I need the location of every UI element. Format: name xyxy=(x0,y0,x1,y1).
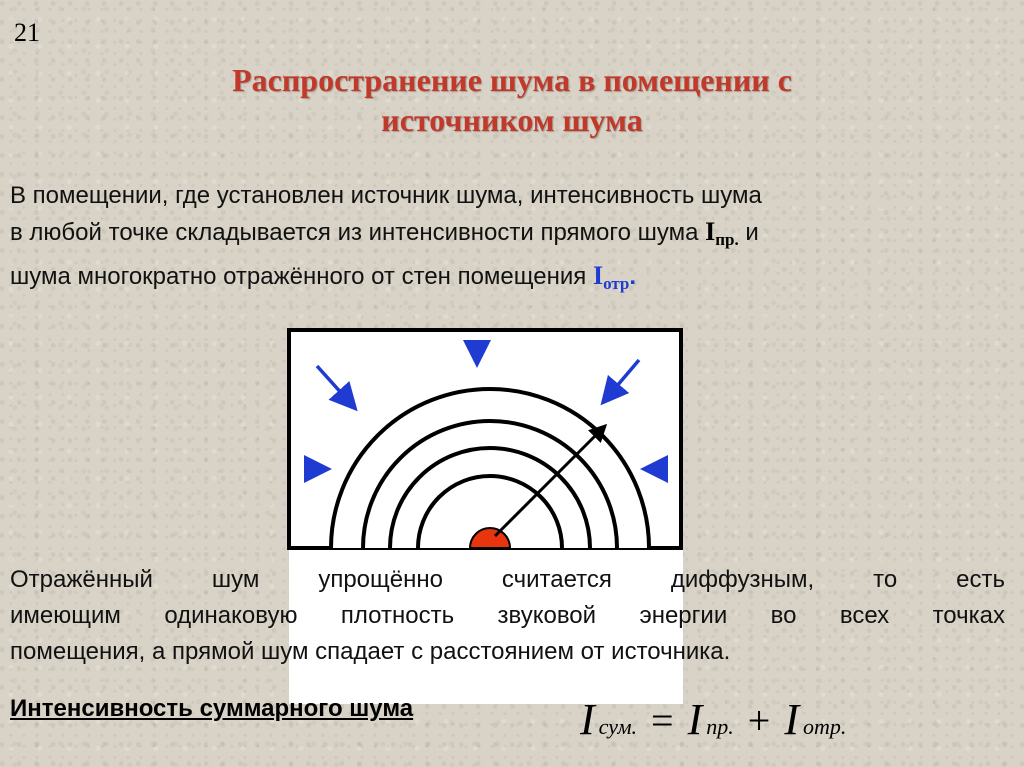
diffuse-line-3: помещения, а прямой шум спадает с расстоянием от источника. xyxy=(10,638,731,665)
intro-paragraph xyxy=(10,178,1005,302)
formula-i-otr: I xyxy=(784,695,799,744)
symbol-i-pr-sub: пр. xyxy=(715,230,739,249)
diffuse-line-2: имеющим одинаковую плотность звуковой энергии во всех точках xyxy=(10,602,1005,629)
intro-line-3-text: шума многократно отражённого от стен помещения xyxy=(10,263,593,290)
room-noise-diagram xyxy=(287,328,687,552)
intro-line-1: В помещении, где установлен источник шума, интенсивность шума xyxy=(10,182,762,209)
intro-line-3-dot: . xyxy=(629,263,637,290)
formula-sub-pr: пр. xyxy=(706,714,734,739)
formula-i-sum: I xyxy=(580,695,595,744)
formula-plus: + xyxy=(747,698,771,743)
title-line-1: Распространение шума в помещении с xyxy=(232,62,792,98)
page-title xyxy=(40,60,984,140)
symbol-i-otr-main: I xyxy=(592,261,604,290)
intro-line-2-text: в любой точке складывается из интенсивности прямого шума xyxy=(10,219,706,246)
total-intensity-label: Интенсивность суммарного шума xyxy=(10,695,414,722)
formula-i-pr: I xyxy=(687,695,703,744)
diffuse-paragraph xyxy=(10,562,1005,670)
formula-equals: = xyxy=(651,698,674,743)
symbol-i-otr-sub: отр xyxy=(603,274,630,293)
symbol-i-otr xyxy=(592,261,630,293)
intro-line-3 xyxy=(10,258,1005,302)
intro-line-2-end: и xyxy=(738,219,759,246)
title-line-2: источником шума xyxy=(381,102,643,138)
formula-sub-otr: отр. xyxy=(802,714,847,739)
formula-sub-sum: сум. xyxy=(598,714,638,739)
slide-number: 21 xyxy=(14,18,40,47)
total-intensity-formula xyxy=(580,694,846,745)
diffuse-line-1: Отражённый шум упрощённо считается диффузным, то есть xyxy=(10,566,1005,593)
symbol-i-pr xyxy=(705,217,739,249)
intro-line-2 xyxy=(10,214,1005,258)
symbol-i-pr-main: I xyxy=(705,217,716,246)
